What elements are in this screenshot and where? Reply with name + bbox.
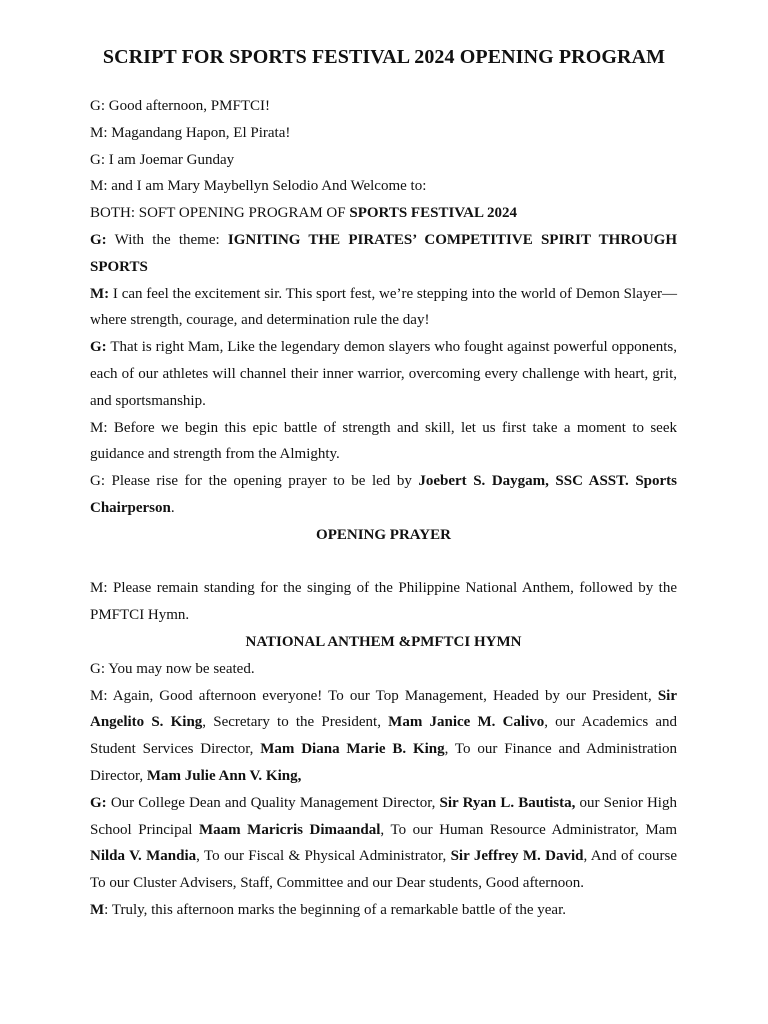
line-text: G: You may now be seated. xyxy=(90,660,255,677)
heading-anthem-hymn: NATIONAL ANTHEM &PMFTCI HYMN xyxy=(245,633,522,650)
document-title: SCRIPT FOR SPORTS FESTIVAL 2024 OPENING PROGRAM xyxy=(102,46,666,68)
speaker-label: G: xyxy=(90,339,107,356)
line-text: : Truly, this afternoon marks the beginning of a remarkable battle of the year. xyxy=(104,901,566,918)
line-text: , To our Human Resource Administrator, Mam xyxy=(380,821,677,838)
person-name: Mam Julie Ann V. King, xyxy=(146,767,302,784)
event-name: SPORTS FESTIVAL 2024 xyxy=(349,205,517,222)
line-text: M: Please remain standing for the singing of the Philippine National Anthem, followed by the PMFTCI Hymn. xyxy=(90,580,677,624)
line-both xyxy=(90,200,677,227)
line-top-management xyxy=(90,683,677,790)
line-text: , Secretary to the President, xyxy=(202,714,389,731)
line-text: our Senior High School Principal xyxy=(90,794,677,838)
line-text: Our College Dean and Quality Management Director, xyxy=(106,794,440,811)
line-demon-slayers xyxy=(90,334,677,414)
line-text: G: Good afternoon, PMFTCI! xyxy=(90,98,270,114)
person-name: Sir Ryan L. Bautista, xyxy=(439,794,576,811)
person-name: Nilda V. Mandia xyxy=(90,848,197,865)
person-name: Sir Angelito S. King xyxy=(90,687,677,731)
line-text: M: Again, Good afternoon everyone! To our Top Management, Headed by our President, xyxy=(90,687,658,704)
person-name: Mam Janice M. Calivo xyxy=(388,714,545,731)
line-remarkable-battle xyxy=(90,897,677,924)
line-anthem-call xyxy=(90,575,677,629)
line-text: , our Academics and Student Services Director, xyxy=(90,714,677,758)
line-administrators xyxy=(90,790,677,897)
line-text: G: Please rise for the opening prayer to be led by xyxy=(90,473,419,490)
line-text: M: Magandang Hapon, El Pirata! xyxy=(90,124,291,141)
line-theme xyxy=(90,227,677,281)
theme-text: IGNITING THE PIRATES’ COMPETITIVE SPIRIT THROUGH SPORTS xyxy=(90,231,678,275)
heading-opening-prayer: OPENING PRAYER xyxy=(316,526,451,543)
speaker-label: G: xyxy=(90,231,107,248)
line-text: , To our Finance and Administration Director, xyxy=(90,741,677,784)
speaker-label: G: xyxy=(90,794,107,811)
line-text: M: Before we begin this epic battle of strength and skill, let us first take a moment to seek guidance and strength from the Almighty. xyxy=(90,419,677,463)
person-name: Maam Maricris Dimaandal xyxy=(198,821,381,838)
speaker-label: M: xyxy=(90,285,110,302)
script-body xyxy=(90,93,677,924)
line-text: , To our Fiscal & Physical Administrator, xyxy=(196,848,451,865)
line-prayer-call xyxy=(90,468,677,522)
person-name: Sir Jeffrey M. David xyxy=(450,848,584,865)
line-intro-m xyxy=(90,173,677,200)
line-text: BOTH: SOFT OPENING PROGRAM OF xyxy=(90,205,350,222)
prayer-leader: Joebert S. Daygam, SSC ASST. Sports Chairperson xyxy=(90,473,677,516)
person-name: Mam Diana Marie B. King xyxy=(260,741,445,758)
line-text: I can feel the excitement sir. This sport fest, we’re stepping into the world of Demon Slayer—where strength, courage, and determination rule the day! xyxy=(90,285,677,329)
line-intro-g xyxy=(90,147,677,174)
line-greeting-m xyxy=(90,120,677,147)
line-excitement xyxy=(90,281,677,335)
line-text: , And of course To our Cluster Advisers, Staff, Committee and our Dear students, Good afternoon. xyxy=(90,848,677,892)
line-text: With the theme: xyxy=(106,231,228,248)
line-text: G: I am Joemar Gunday xyxy=(90,151,235,168)
line-seated xyxy=(90,656,677,683)
line-text: . xyxy=(170,499,175,516)
line-text: That is right Mam, Like the legendary demon slayers who fought against powerful opponents, each of our athletes will channel their inner warrior, overcoming every challenge with heart, grit, and sportsmanship. xyxy=(90,339,677,409)
blank-line xyxy=(90,549,677,576)
line-text: M: and I am Mary Maybellyn Selodio And Welcome to: xyxy=(90,178,427,195)
speaker-label: M xyxy=(90,901,105,918)
line-greeting-g xyxy=(90,93,677,120)
line-before-begin xyxy=(90,415,677,469)
